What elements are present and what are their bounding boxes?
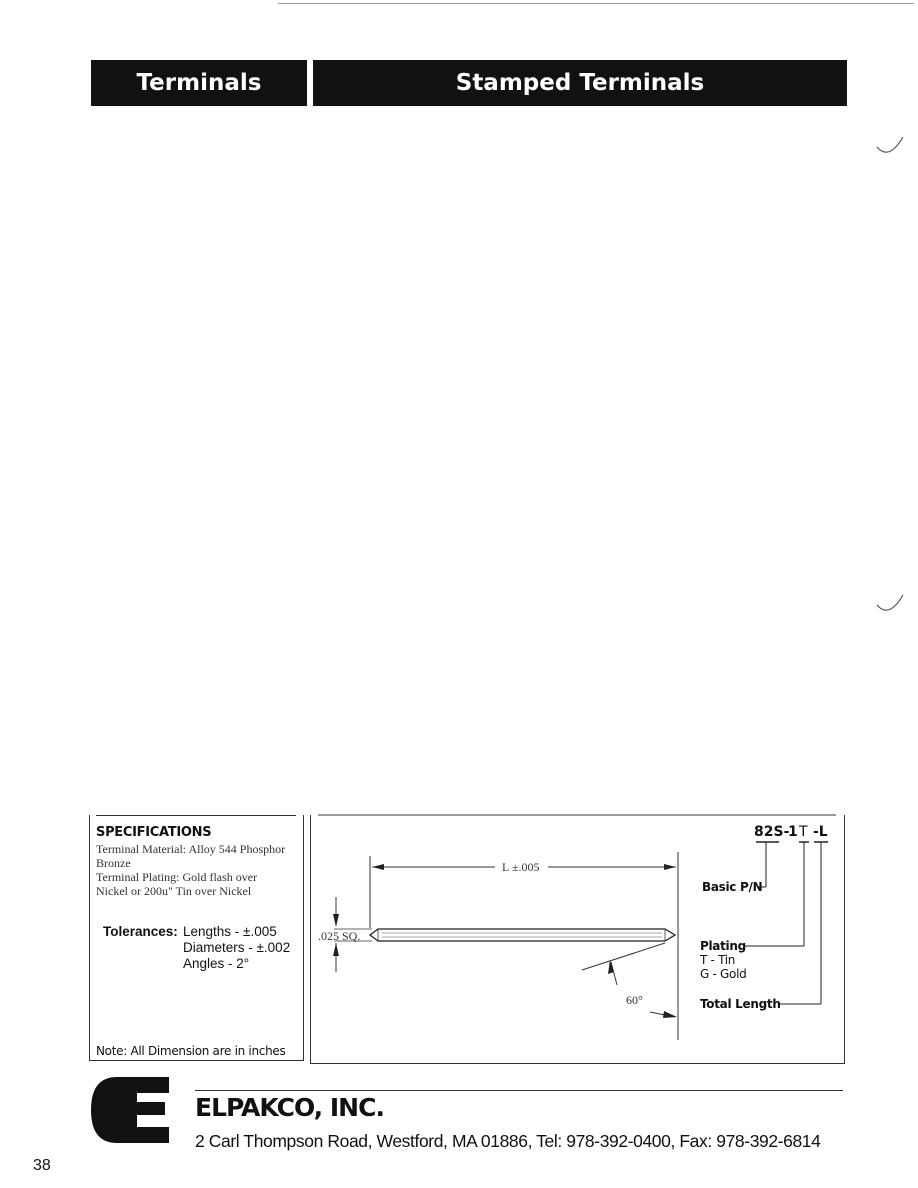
length-arrow-right bbox=[664, 864, 676, 870]
part-number-plating-code: T bbox=[799, 824, 808, 840]
tolerances-label: Tolerances: bbox=[103, 924, 178, 939]
specifications-title: SPECIFICATIONS bbox=[96, 825, 212, 840]
page-title: Stamped Terminals bbox=[313, 60, 847, 106]
length-arrow-left bbox=[372, 864, 384, 870]
tolerance-lengths: Lengths - ±.005 bbox=[183, 924, 277, 939]
part-number-digit: 1 bbox=[788, 824, 798, 840]
plating-line: Terminal Plating: Gold flash over bbox=[96, 870, 258, 884]
company-logo bbox=[91, 1077, 171, 1143]
company-name: ELPAKCO, INC. bbox=[195, 1093, 384, 1122]
page-number: 38 bbox=[33, 1157, 51, 1174]
basic-pn-label: Basic P/N bbox=[702, 880, 763, 894]
terminal-pin bbox=[370, 929, 675, 941]
length-dimension: L ±.005 bbox=[502, 860, 540, 874]
plating-gold: G - Gold bbox=[700, 967, 747, 981]
angle-dimension: 60° bbox=[626, 993, 643, 1007]
plating-tin: T - Tin bbox=[700, 953, 736, 967]
material-line: Terminal Material: Alloy 544 Phosphor bbox=[96, 842, 286, 856]
dimension-note: Note: All Dimension are in inches bbox=[96, 1044, 286, 1058]
tolerance-angles: Angles - 2° bbox=[183, 956, 250, 971]
footer-rule bbox=[195, 1090, 843, 1091]
part-number-length-code: -L bbox=[813, 824, 828, 840]
material-line-cont: Bronze bbox=[96, 856, 131, 870]
total-length-label: Total Length bbox=[700, 997, 781, 1011]
square-dimension: .025 SQ. bbox=[318, 929, 361, 943]
section-header: Terminals bbox=[91, 60, 307, 106]
company-address: 2 Carl Thompson Road, Westford, MA 01886, Tel: 978-392-0400, Fax: 978-392-6814 bbox=[195, 1131, 821, 1151]
tolerance-diameters: Diameters - ±.002 bbox=[183, 940, 291, 955]
part-number-base: 82S- bbox=[754, 824, 790, 840]
plating-label: Plating bbox=[700, 939, 746, 953]
plating-line-cont: Nickel or 200u" Tin over Nickel bbox=[96, 884, 252, 898]
